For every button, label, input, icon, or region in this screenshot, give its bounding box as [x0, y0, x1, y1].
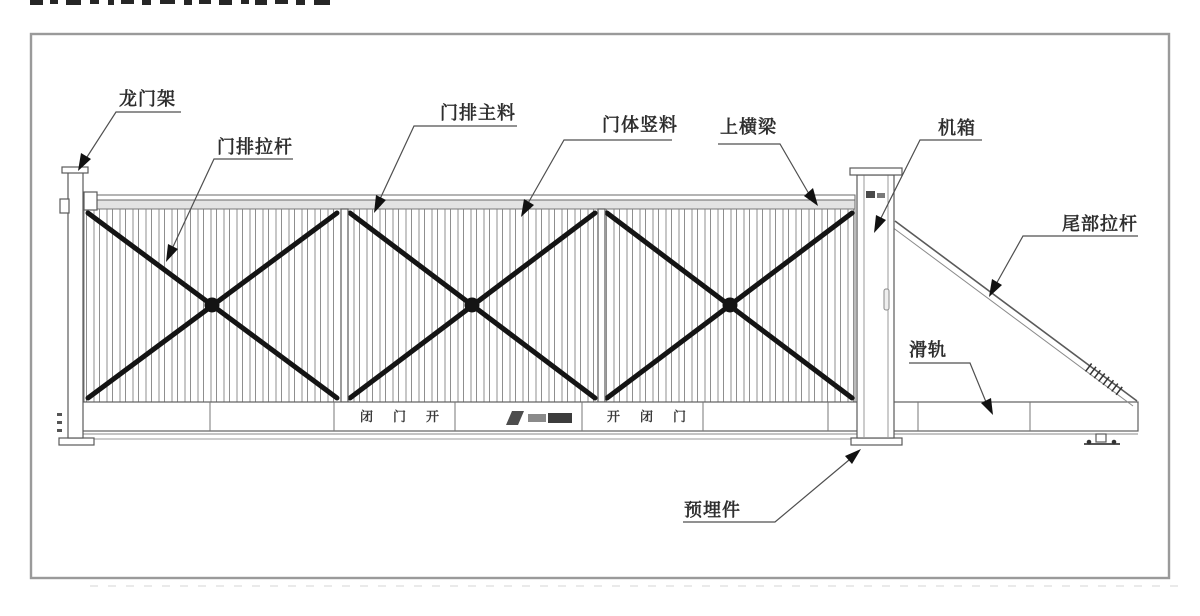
- bottom-beam-right-text: 开闭门: [607, 409, 707, 424]
- label-door-body-vertical-profile: 门体竖料: [602, 115, 678, 135]
- label-door-panel-tie-rod: 门排拉杆: [217, 137, 293, 157]
- label-door-panel-main-profile: 门排主料: [440, 103, 516, 123]
- label-slide-rail: 滑轨: [909, 340, 947, 360]
- label-upper-beam: 上横梁: [720, 117, 777, 137]
- cropped-heading-remnant: [30, 0, 330, 5]
- label-embedded-part: 预埋件: [684, 500, 741, 520]
- bottom-beam-left-text: 闭门开: [360, 409, 460, 424]
- label-gantry-frame: 龙门架: [119, 89, 176, 109]
- panel-divider-post-2: [598, 209, 605, 402]
- top-beam: [83, 195, 855, 209]
- label-machine-cabinet: 机箱: [938, 118, 976, 138]
- machine-cabinet: [850, 168, 902, 445]
- label-tail-tie-rod: 尾部拉杆: [1062, 214, 1138, 234]
- panel-divider-post-1: [341, 209, 348, 402]
- cabinet-handle: [884, 289, 889, 310]
